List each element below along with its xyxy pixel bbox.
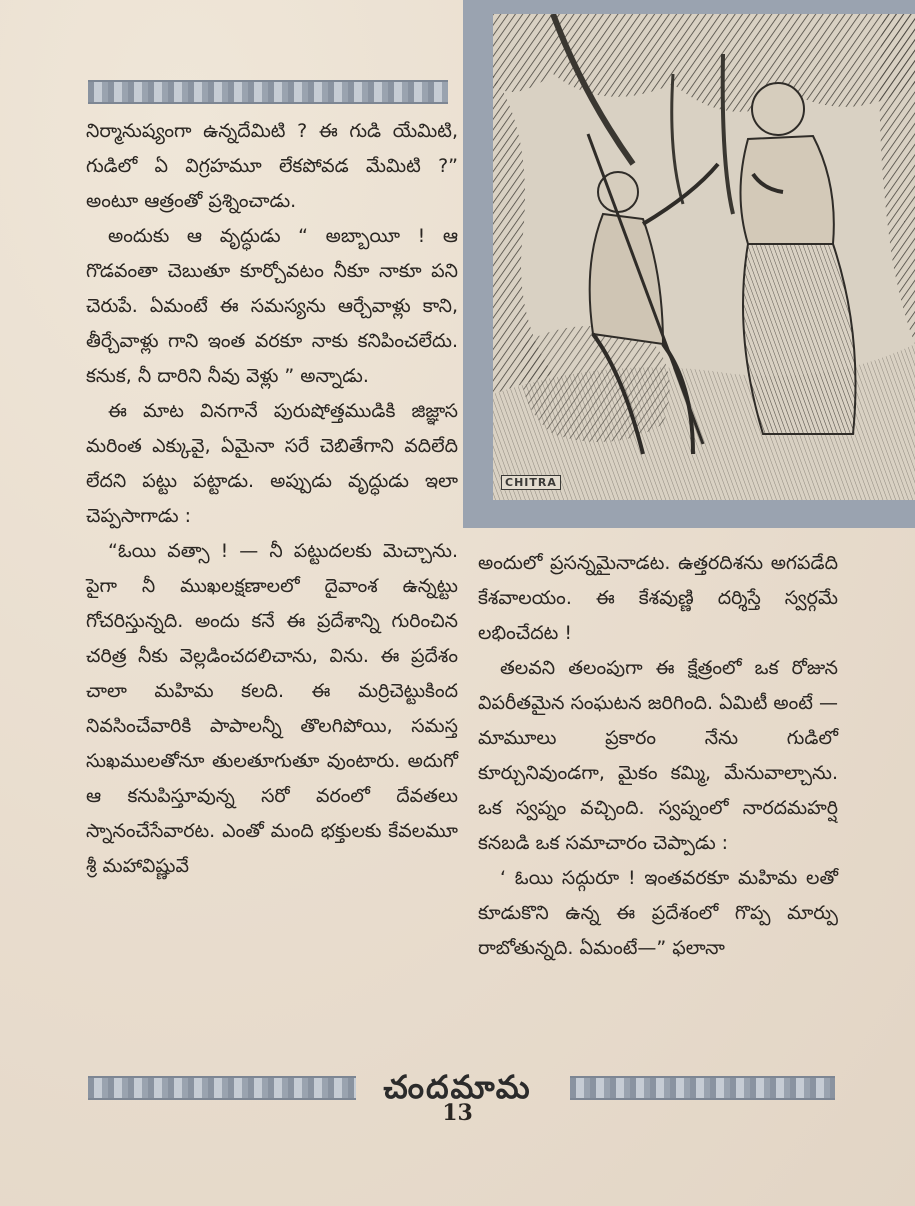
paragraph: అందులో ప్రసన్నమైనాడట. ఉత్తరదిశను అగపడేది కేశవాలయం. ఈ కేశవుణ్ణి దర్శిస్తే స్వర్గమే లభించేదట ! [478, 552, 838, 644]
illustration-drawing [493, 14, 915, 500]
illustration [493, 14, 915, 500]
illustration-frame [463, 0, 915, 528]
right-text-column [478, 546, 838, 966]
paragraph: ఈ మాట వినగానే పురుషోత్తముడికి జిజ్ఞాస మరింత ఎక్కువై, ఏమైనా సరే చెబితేగాని వదిలేది లేదని పట్టు పట్టాడు. అప్పుడు వృద్ధుడు ఇలా చెప్పసాగాడు : [86, 400, 458, 527]
paragraph: “ఓయి వత్సా ! — నీ పట్టుదలకు మెచ్చాను. పైగా నీ ముఖలక్షణాలలో దైవాంశ ఉన్నట్టు గోచరిస్తున్నది. అందు కనే ఈ ప్రదేశాన్ని గురించిన చరిత్ర నీకు వెల్లడించదలిచాను, విను. ఈ ప్రదేశం చాలా మహిమ కలది. ఈ మర్రిచెట్టుకింద నివసించేవారికి పాపాలన్నీ తొలగిపోయి, సమస్త సుఖములతోనూ తులతూగుతూ వుంటారు. అదుగో ఆ కనుపిస్తూవున్న సరో వరంలో దేవతలు స్నానంచేసేవారట. ఎంతో మంది భక్తులకు కేవలమూ శ్రీ మహావిష్ణువే [86, 540, 458, 877]
top-ornament-border [88, 80, 448, 104]
paragraph: నిర్మానుష్యంగా ఉన్నదేమిటి ? ఈ గుడి యేమిటి, గుడిలో ఏ విగ్రహమూ లేకపోవడ మేమిటి ?” అంటూ ఆత్రంతో ప్రశ్నించాడు. [86, 120, 458, 212]
paragraph: అందుకు ఆ వృద్ధుడు “ అబ్బాయీ ! ఆ గొడవంతా చెబుతూ కూర్చోవటం నీకూ నాకూ పని చెరుపే. ఏమంటే ఈ సమస్యను ఆర్చేవాళ్లు కాని, తీర్చేవాళ్లు గాని ఇంత వరకూ నాకు కనిపించలేదు. కనుక, నీ దారిని నీవు వెళ్లు ” అన్నాడు. [86, 225, 458, 387]
page-number: 13 [442, 1100, 473, 1126]
magazine-title: చందమామ [383, 1068, 532, 1106]
left-text-column [86, 114, 458, 884]
paragraph: తలవని తలంపుగా ఈ క్షేత్రంలో ఒక రోజున విపరీతమైన సంఘటన జరిగింది. ఏమిటీ అంటే — మామూలు ప్రకారం నేను గుడిలో కూర్చునివుండగా, మైకం కమ్మి, మేనువాల్చాను. ఒక స్వప్నం వచ్చింది. స్వప్నంలో నారదమహర్షి కనబడి ఒక సమాచారం చెప్పాడు : [478, 657, 838, 854]
illustration-caption: CHITRA [501, 475, 561, 490]
paragraph: ‘ ఓయి సద్గురూ ! ఇంతవరకూ మహిమ లతో కూడుకొని ఉన్న ఈ ప్రదేశంలో గొప్ప మార్పు రాబోతున్నది. ఏమంటే—” ఫలానా [478, 867, 838, 959]
